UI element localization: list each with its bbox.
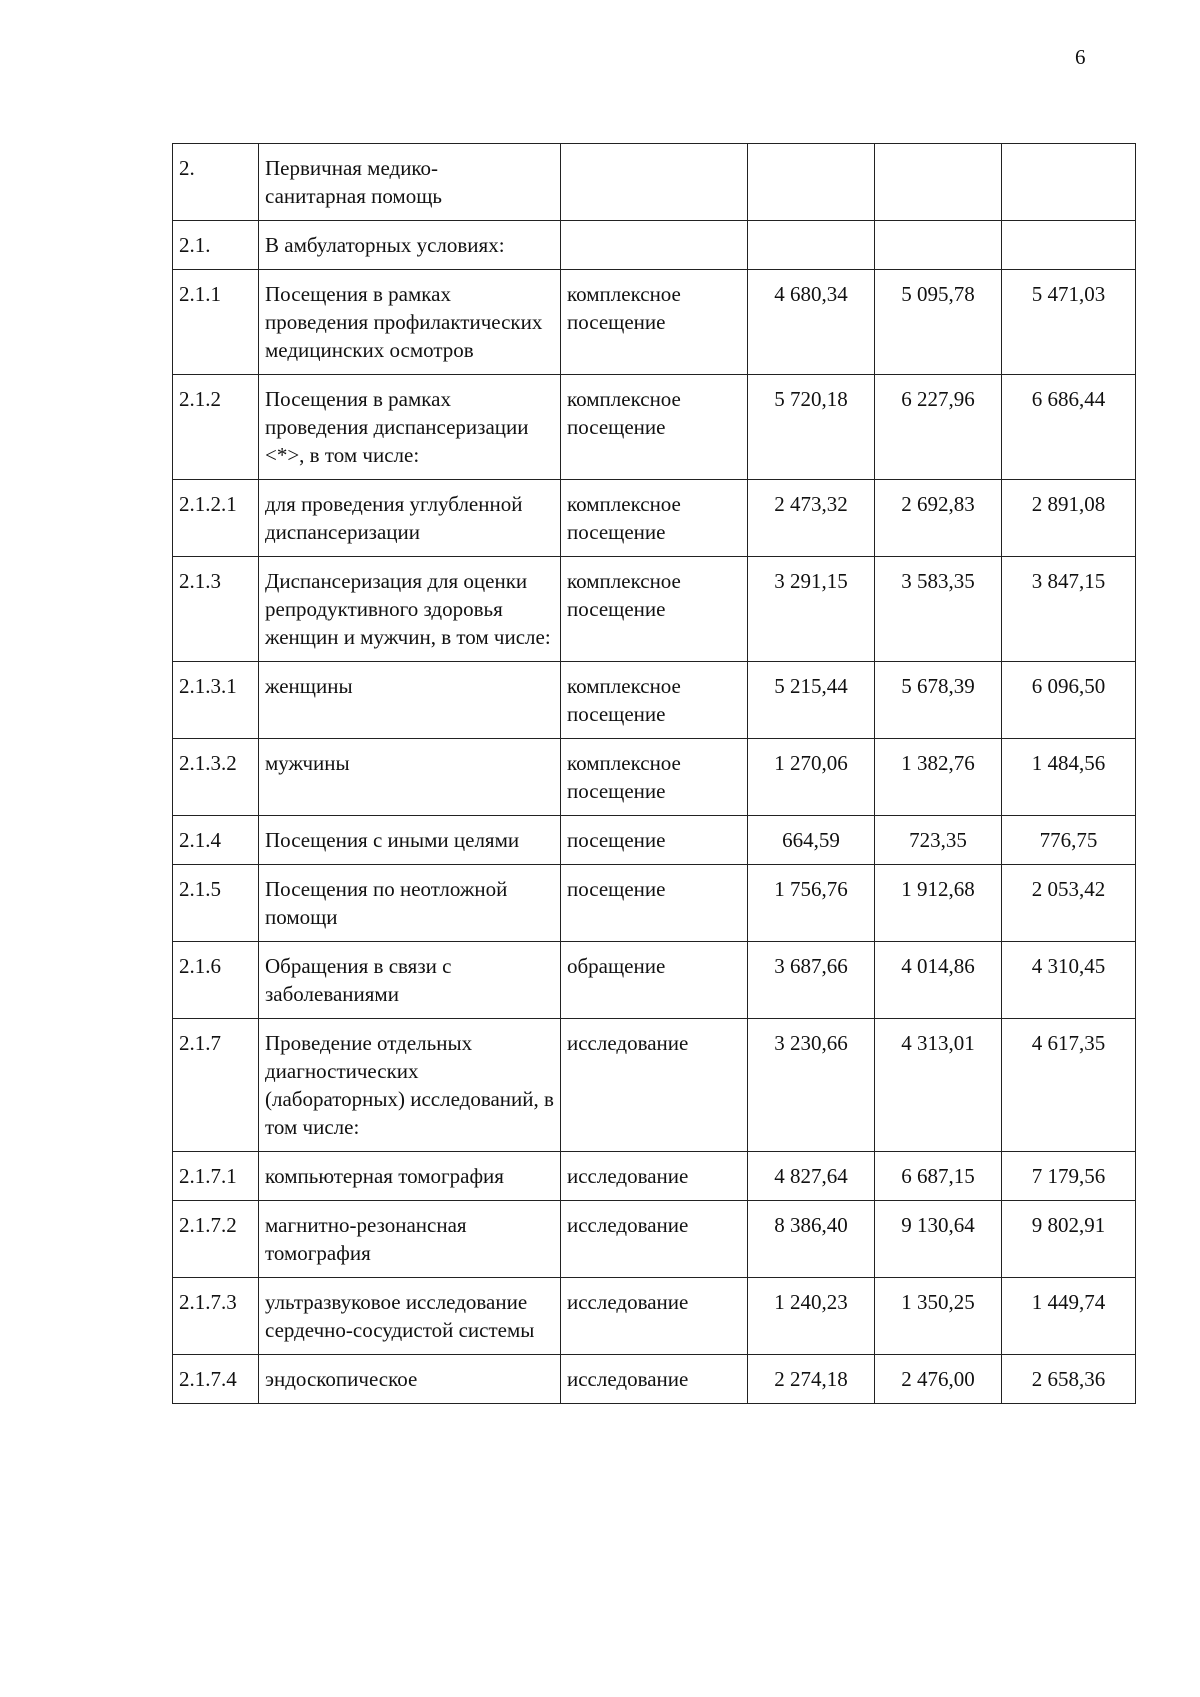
value-year2-cell: 1 350,25 [875,1278,1002,1355]
unit-cell: комплексное посещение [561,270,748,375]
value-year3-cell: 5 471,03 [1002,270,1136,375]
unit-cell: комплексное посещение [561,662,748,739]
row-number-cell: 2.1.7.4 [173,1355,259,1404]
value-year3-cell: 9 802,91 [1002,1201,1136,1278]
value-year1-cell: 3 687,66 [748,942,875,1019]
table-row [173,1201,1136,1278]
value-year3-cell [1002,144,1136,221]
value-year1-cell: 664,59 [748,816,875,865]
page-number: 6 [1075,45,1086,69]
service-name-cell: Посещения с иными целями [259,816,561,865]
service-name-cell: эндоскопическое [259,1355,561,1404]
unit-cell: комплексное посещение [561,557,748,662]
unit-cell: посещение [561,816,748,865]
value-year3-cell: 1 449,74 [1002,1278,1136,1355]
service-name-cell: Проведение отдельных диагностических (лабораторных) исследований, в том числе: [259,1019,561,1152]
value-year2-cell: 2 476,00 [875,1355,1002,1404]
row-number-cell: 2.1.4 [173,816,259,865]
table-row [173,480,1136,557]
value-year2-cell: 1 382,76 [875,739,1002,816]
tariff-table [172,143,1136,1404]
table-row [173,270,1136,375]
row-number-cell: 2.1.5 [173,865,259,942]
service-name-cell: мужчины [259,739,561,816]
row-number-cell: 2.1.2 [173,375,259,480]
row-number-cell: 2.1.6 [173,942,259,1019]
value-year3-cell [1002,221,1136,270]
table-row [173,1355,1136,1404]
table-row [173,375,1136,480]
value-year2-cell: 5 095,78 [875,270,1002,375]
value-year3-cell: 776,75 [1002,816,1136,865]
value-year2-cell: 4 313,01 [875,1019,1002,1152]
value-year3-cell: 1 484,56 [1002,739,1136,816]
unit-cell: исследование [561,1019,748,1152]
value-year1-cell: 2 274,18 [748,1355,875,1404]
service-name-cell: Посещения по неотложной помощи [259,865,561,942]
service-name-cell: В амбулаторных условиях: [259,221,561,270]
table-row [173,816,1136,865]
value-year1-cell: 3 230,66 [748,1019,875,1152]
row-number-cell: 2.1.2.1 [173,480,259,557]
value-year2-cell: 4 014,86 [875,942,1002,1019]
value-year1-cell: 4 680,34 [748,270,875,375]
unit-cell [561,144,748,221]
value-year2-cell: 1 912,68 [875,865,1002,942]
unit-cell: исследование [561,1355,748,1404]
unit-cell: комплексное посещение [561,375,748,480]
row-number-cell: 2.1.1 [173,270,259,375]
value-year3-cell: 2 891,08 [1002,480,1136,557]
value-year1-cell: 2 473,32 [748,480,875,557]
value-year2-cell: 6 227,96 [875,375,1002,480]
value-year3-cell: 2 053,42 [1002,865,1136,942]
table-row [173,1278,1136,1355]
value-year2-cell: 2 692,83 [875,480,1002,557]
service-name-cell: для проведения углубленной диспансеризации [259,480,561,557]
value-year2-cell: 9 130,64 [875,1201,1002,1278]
table-row [173,739,1136,816]
value-year2-cell: 3 583,35 [875,557,1002,662]
value-year1-cell [748,221,875,270]
service-name-cell: Посещения в рамках проведения диспансеризации <*>, в том числе: [259,375,561,480]
service-name-cell: Посещения в рамках проведения профилактических медицинских осмотров [259,270,561,375]
service-name-cell: Обращения в связи с заболеваниями [259,942,561,1019]
table-row [173,1152,1136,1201]
unit-cell: комплексное посещение [561,480,748,557]
value-year2-cell: 5 678,39 [875,662,1002,739]
unit-cell: комплексное посещение [561,739,748,816]
value-year3-cell: 4 617,35 [1002,1019,1136,1152]
service-name-cell: магнитно-резонансная томография [259,1201,561,1278]
unit-cell: исследование [561,1278,748,1355]
table-row [173,221,1136,270]
row-number-cell: 2.1.3.1 [173,662,259,739]
value-year2-cell [875,221,1002,270]
row-number-cell: 2.1. [173,221,259,270]
service-name-cell: компьютерная томография [259,1152,561,1201]
value-year3-cell: 4 310,45 [1002,942,1136,1019]
unit-cell: исследование [561,1201,748,1278]
table-row [173,1019,1136,1152]
row-number-cell: 2.1.7 [173,1019,259,1152]
value-year1-cell: 1 270,06 [748,739,875,816]
value-year1-cell: 1 240,23 [748,1278,875,1355]
value-year1-cell: 5 215,44 [748,662,875,739]
value-year1-cell: 1 756,76 [748,865,875,942]
service-name-cell: Диспансеризация для оценки репродуктивного здоровья женщин и мужчин, в том числе: [259,557,561,662]
unit-cell: посещение [561,865,748,942]
value-year1-cell: 4 827,64 [748,1152,875,1201]
row-number-cell: 2. [173,144,259,221]
row-number-cell: 2.1.3 [173,557,259,662]
service-name-cell: женщины [259,662,561,739]
unit-cell: обращение [561,942,748,1019]
table-row [173,662,1136,739]
row-number-cell: 2.1.7.3 [173,1278,259,1355]
table-body [173,144,1136,1404]
table-row [173,557,1136,662]
value-year2-cell [875,144,1002,221]
service-name-cell: ультразвуковое исследование сердечно-сосудистой системы [259,1278,561,1355]
value-year3-cell: 6 686,44 [1002,375,1136,480]
table-row [173,865,1136,942]
unit-cell: исследование [561,1152,748,1201]
value-year3-cell: 7 179,56 [1002,1152,1136,1201]
value-year3-cell: 6 096,50 [1002,662,1136,739]
value-year1-cell: 3 291,15 [748,557,875,662]
service-name-cell: Первичная медико- санитарная помощь [259,144,561,221]
value-year2-cell: 723,35 [875,816,1002,865]
value-year2-cell: 6 687,15 [875,1152,1002,1201]
value-year1-cell [748,144,875,221]
table-row [173,144,1136,221]
row-number-cell: 2.1.7.1 [173,1152,259,1201]
table-row [173,942,1136,1019]
value-year3-cell: 3 847,15 [1002,557,1136,662]
value-year1-cell: 5 720,18 [748,375,875,480]
unit-cell [561,221,748,270]
row-number-cell: 2.1.7.2 [173,1201,259,1278]
row-number-cell: 2.1.3.2 [173,739,259,816]
value-year3-cell: 2 658,36 [1002,1355,1136,1404]
value-year1-cell: 8 386,40 [748,1201,875,1278]
